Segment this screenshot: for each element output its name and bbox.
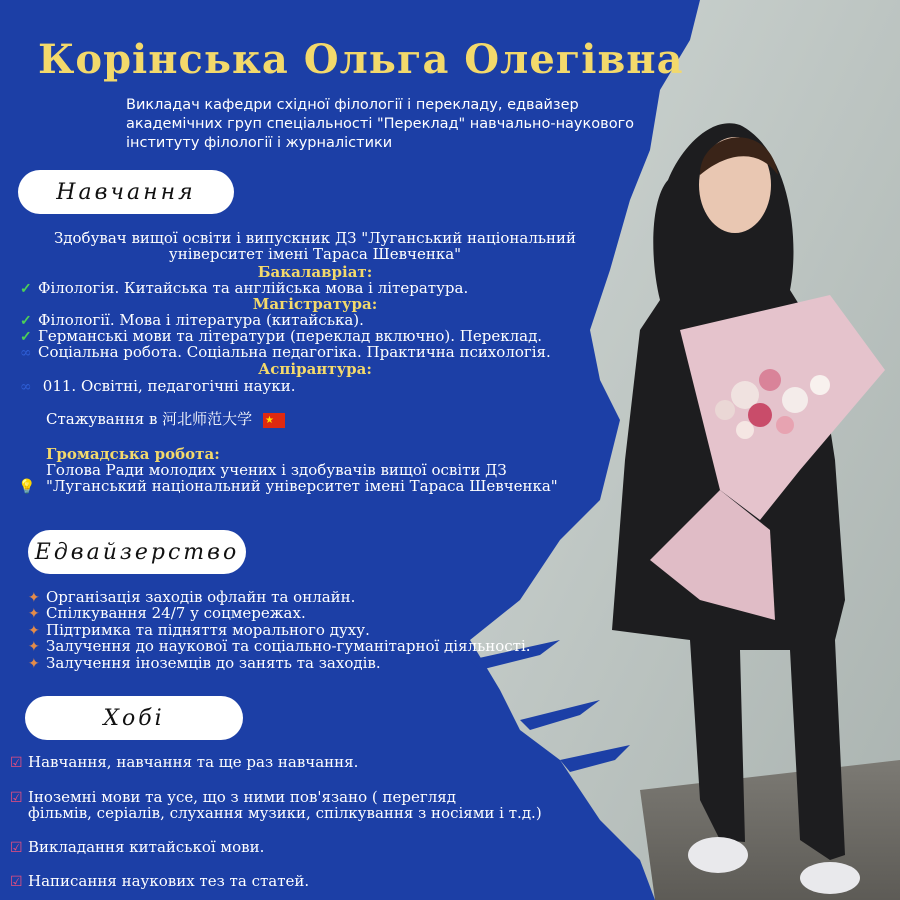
- advising-item: ✦ Підтримка та підняття морального духу.: [28, 621, 370, 639]
- sparkle-icon: ✦: [28, 606, 40, 622]
- hobbies-heading: Хобі: [25, 696, 243, 740]
- link-icon: ∞: [20, 379, 32, 395]
- lightbulb-icon: 💡: [18, 479, 36, 495]
- sparkle-icon: ✦: [28, 639, 40, 655]
- master-item: ✓ Філології. Мова і література (китайська).: [20, 311, 364, 329]
- advising-item: ✦ Залучення до наукової та соціально-гуманітарної діяльності.: [28, 637, 531, 655]
- master-label: Магістратура:: [252, 295, 378, 313]
- internship: Стажування в 河北师范大学 ★: [46, 411, 285, 428]
- hobby-item: ☑ Іноземні мови та усе, що з ними пов'язано ( перегляд: [10, 788, 456, 806]
- check-icon: ✓: [20, 329, 32, 345]
- sparkle-icon: ✦: [28, 590, 40, 606]
- master-item: ∞ Соціальна робота. Соціальна педагогіка. Практична психологія.: [20, 343, 551, 361]
- hobby-item-continued: фільмів, серіалів, слухання музики, спілкування з носіями і т.д.): [28, 804, 542, 822]
- phd-label: Аспірантура:: [258, 360, 372, 378]
- checkbox-icon: ☑: [10, 790, 23, 806]
- hobby-item: ☑ Написання наукових тез та статей.: [10, 872, 310, 890]
- education-intro: Здобувач вищої освіти і випускник ДЗ "Луганський національний університет імені Тараса Шевченка": [53, 229, 577, 263]
- public-work-text-1: Голова Ради молодих учених і здобувачів вищої освіти ДЗ: [46, 461, 507, 479]
- advising-heading: Едвайзерство: [28, 530, 246, 574]
- public-work-line-2: 💡 "Луганський національний університет імені Тараса Шевченка": [18, 477, 558, 495]
- china-flag-icon: ★: [263, 413, 285, 428]
- check-icon: ✓: [20, 313, 32, 329]
- bachelor-label: Бакалавріат:: [257, 263, 373, 281]
- phd-item: ∞ 011. Освітні, педагогічні науки.: [20, 377, 296, 395]
- hobby-item: ☑ Викладання китайської мови.: [10, 838, 265, 856]
- advising-item: ✦ Залучення іноземців до занять та заходів.: [28, 654, 381, 672]
- bachelor-item: ✓ Філологія. Китайська та англійська мова і література.: [20, 279, 469, 297]
- link-icon: ∞: [20, 345, 32, 361]
- master-item: ✓ Германські мови та літератури (переклад включно). Переклад.: [20, 327, 543, 345]
- advising-item: ✦ Організація заходів офлайн та онлайн.: [28, 588, 356, 606]
- sparkle-icon: ✦: [28, 623, 40, 639]
- checkbox-icon: ☑: [10, 874, 23, 890]
- check-icon: ✓: [20, 281, 32, 297]
- education-heading: Навчання: [18, 170, 234, 214]
- person-name: Корінська Ольга Олегівна: [38, 36, 684, 83]
- advising-item: ✦ Спілкування 24/7 у соцмережах.: [28, 604, 306, 622]
- checkbox-icon: ☑: [10, 840, 23, 856]
- hobby-item: ☑ Навчання, навчання та ще раз навчання.: [10, 753, 359, 771]
- checkbox-icon: ☑: [10, 755, 23, 771]
- position-description: Викладач кафедри східної філології і перекладу, едвайзер академічних груп спеціальності "Переклад" навчально-наукового інституту філології і журналістики: [126, 97, 635, 151]
- public-work-label: Громадська робота:: [46, 445, 220, 463]
- sparkle-icon: ✦: [28, 656, 40, 672]
